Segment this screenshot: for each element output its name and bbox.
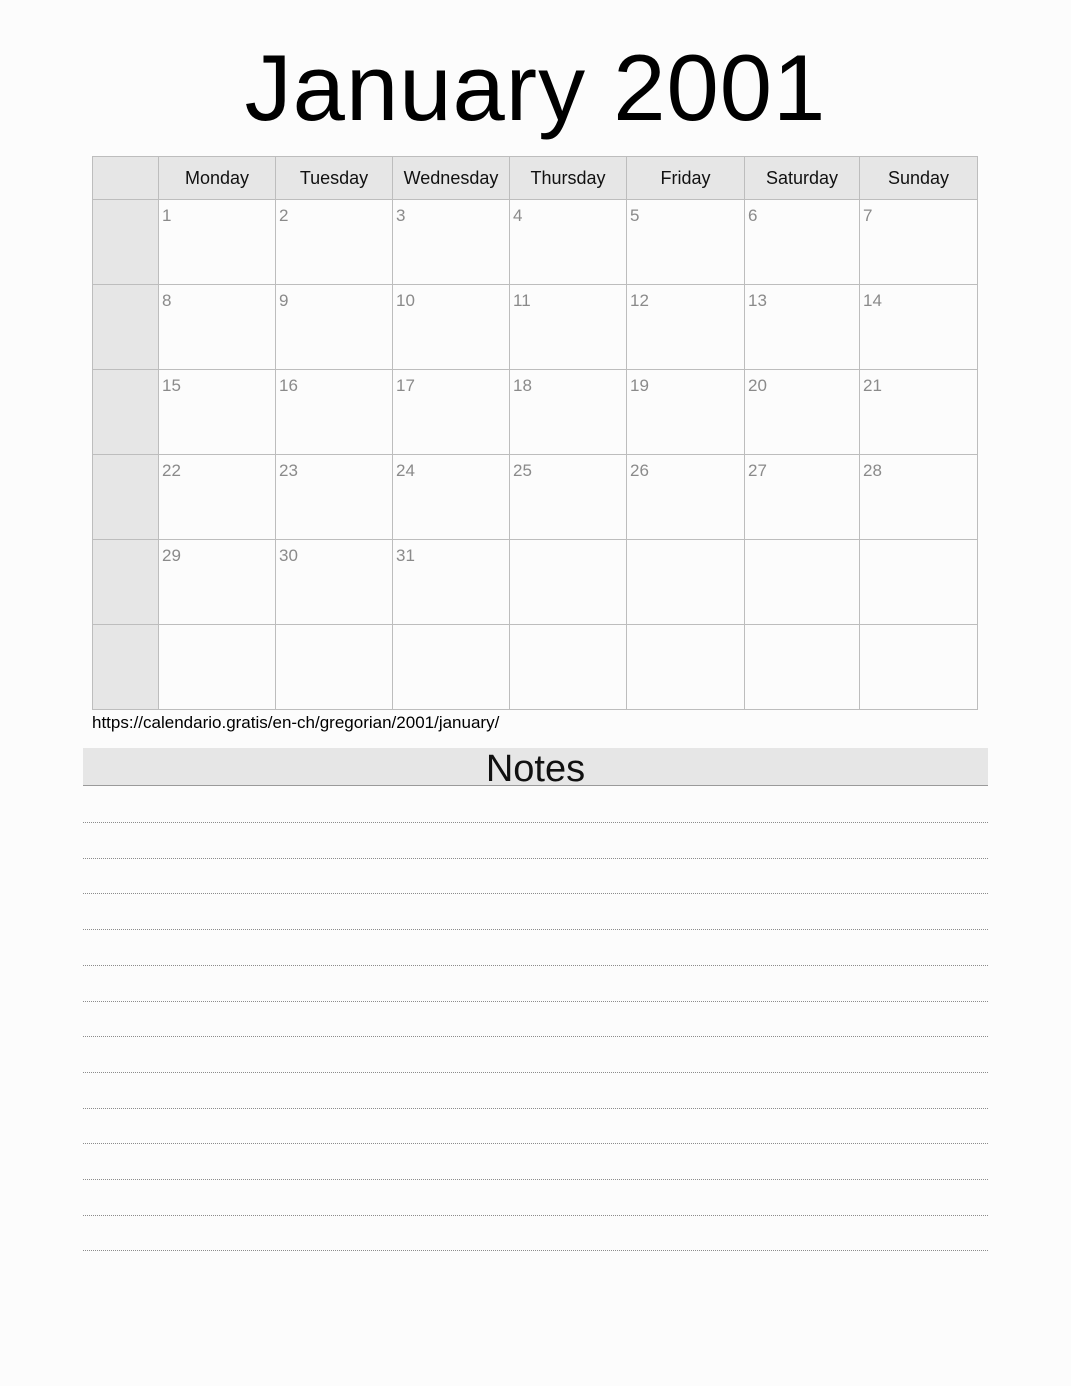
calendar-day-cell (276, 455, 393, 540)
note-line (83, 858, 988, 859)
day-number: 10 (396, 291, 415, 310)
calendar-day-cell (627, 455, 745, 540)
day-number: 20 (748, 376, 767, 395)
calendar-day-cell (745, 455, 860, 540)
weekday-header: Monday (159, 157, 276, 200)
calendar-week-row (93, 455, 978, 540)
calendar-day-cell (860, 625, 978, 710)
weekday-header-row (93, 157, 978, 200)
day-number: 8 (162, 291, 172, 310)
day-number: 27 (748, 461, 767, 480)
note-line (83, 893, 988, 894)
calendar-day-cell (510, 540, 627, 625)
note-line (83, 1072, 988, 1073)
note-line (83, 965, 988, 966)
calendar-day-cell (627, 285, 745, 370)
day-number: 7 (863, 206, 873, 225)
calendar-day-cell (860, 285, 978, 370)
day-number: 28 (863, 461, 882, 480)
day-number: 2 (279, 206, 289, 225)
calendar-day-cell (510, 370, 627, 455)
day-number: 31 (396, 546, 415, 565)
day-number (159, 625, 275, 631)
day-number: 5 (630, 206, 640, 225)
calendar-day-cell (510, 625, 627, 710)
calendar-day-cell (393, 625, 510, 710)
calendar-week-row (93, 200, 978, 285)
day-number (510, 625, 626, 631)
day-number: 24 (396, 461, 415, 480)
calendar-week-row (93, 370, 978, 455)
day-number (745, 540, 859, 546)
weekday-header: Wednesday (393, 157, 510, 200)
day-number: 23 (279, 461, 298, 480)
calendar-day-cell (276, 540, 393, 625)
note-line (83, 1143, 988, 1144)
day-number: 29 (162, 546, 181, 565)
notes-header (83, 748, 988, 790)
calendar-day-cell (276, 625, 393, 710)
calendar-day-cell (627, 625, 745, 710)
week-number-cell (93, 625, 159, 710)
day-number (627, 540, 744, 546)
day-number (860, 540, 977, 546)
day-number: 14 (863, 291, 882, 310)
calendar-day-cell (745, 285, 860, 370)
calendar-day-cell (745, 540, 860, 625)
calendar-day-cell (159, 285, 276, 370)
week-number-cell (93, 285, 159, 370)
source-url: https://calendario.gratis/en-ch/gregorian/2001/january/ (92, 713, 500, 732)
calendar-day-cell (159, 625, 276, 710)
day-number: 16 (279, 376, 298, 395)
calendar-day-cell (745, 200, 860, 285)
weekday-header: Saturday (745, 157, 860, 200)
calendar-day-cell (159, 455, 276, 540)
day-number: 11 (513, 291, 531, 310)
calendar-day-cell (393, 370, 510, 455)
day-number: 25 (513, 461, 532, 480)
weekday-header: Friday (627, 157, 745, 200)
calendar-day-cell (860, 200, 978, 285)
calendar-day-cell (393, 455, 510, 540)
day-number (393, 625, 509, 631)
calendar-day-cell (159, 370, 276, 455)
day-number: 22 (162, 461, 181, 480)
weekday-header: Tuesday (276, 157, 393, 200)
calendar-day-cell (510, 200, 627, 285)
note-line (83, 1179, 988, 1180)
notes-title: Notes (485, 748, 586, 790)
calendar-day-cell (393, 200, 510, 285)
day-number (276, 625, 392, 631)
calendar-day-cell (860, 370, 978, 455)
week-number-cell (93, 540, 159, 625)
calendar-day-cell (627, 540, 745, 625)
calendar-day-cell (393, 285, 510, 370)
note-line (83, 1108, 988, 1109)
day-number: 30 (279, 546, 298, 565)
day-number (860, 625, 977, 631)
day-number: 26 (630, 461, 649, 480)
calendar-day-cell (860, 540, 978, 625)
note-line (83, 822, 988, 823)
calendar-day-cell (510, 285, 627, 370)
note-line (83, 1250, 988, 1251)
calendar-day-cell (159, 540, 276, 625)
day-number: 17 (396, 376, 415, 395)
calendar-day-cell (510, 455, 627, 540)
calendar-day-cell (276, 200, 393, 285)
day-number: 3 (396, 206, 406, 225)
day-number (745, 625, 859, 631)
day-number (627, 625, 744, 631)
calendar-week-row (93, 285, 978, 370)
calendar-day-cell (745, 625, 860, 710)
calendar-week-row (93, 540, 978, 625)
weekday-header: Sunday (860, 157, 978, 200)
calendar-day-cell (159, 200, 276, 285)
note-line (83, 929, 988, 930)
week-number-cell (93, 455, 159, 540)
page-title: January 2001 (244, 35, 827, 140)
day-number: 6 (748, 206, 758, 225)
day-number: 9 (279, 291, 289, 310)
day-number: 18 (513, 376, 532, 395)
day-number: 12 (630, 291, 649, 310)
day-number: 13 (748, 291, 767, 310)
day-number: 1 (162, 206, 172, 225)
calendar-day-cell (745, 370, 860, 455)
day-number: 4 (513, 206, 523, 225)
week-number-cell (93, 200, 159, 285)
calendar-day-cell (627, 200, 745, 285)
calendar-day-cell (627, 370, 745, 455)
calendar-day-cell (276, 370, 393, 455)
note-line (83, 1001, 988, 1002)
day-number (510, 540, 626, 546)
calendar-day-cell (860, 455, 978, 540)
calendar-week-row (93, 625, 978, 710)
weekday-header: Thursday (510, 157, 627, 200)
note-line (83, 1036, 988, 1037)
calendar-day-cell (393, 540, 510, 625)
calendar-day-cell (276, 285, 393, 370)
day-number: 15 (162, 376, 181, 395)
note-line (83, 1215, 988, 1216)
calendar-grid (92, 156, 978, 710)
week-number-header (93, 157, 159, 200)
day-number: 21 (863, 376, 882, 395)
week-number-cell (93, 370, 159, 455)
day-number: 19 (630, 376, 649, 395)
